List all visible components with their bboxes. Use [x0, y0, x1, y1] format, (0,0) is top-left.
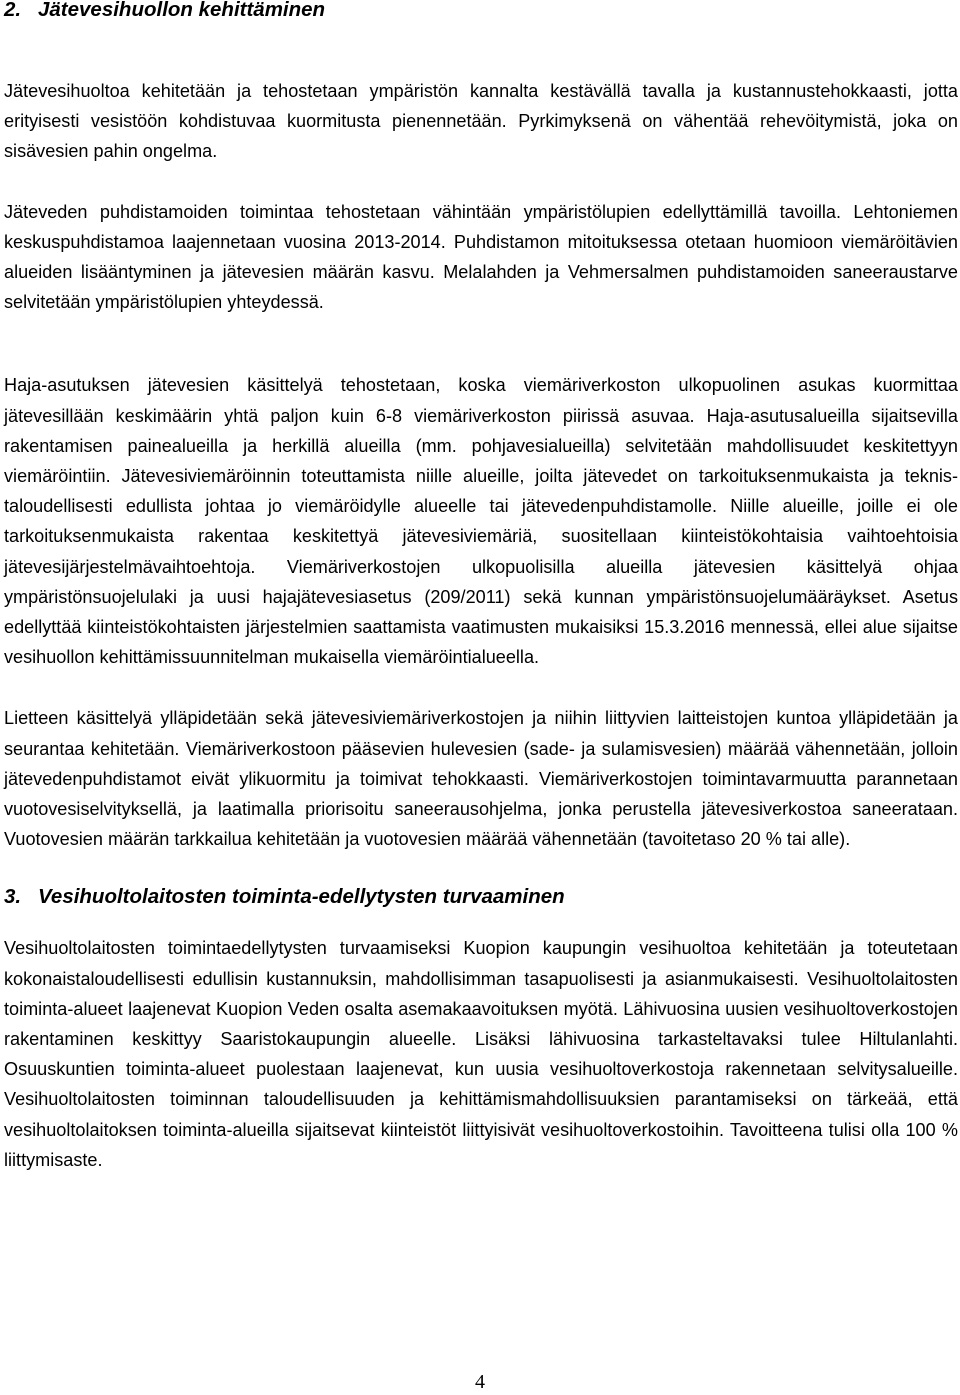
section-number: 3. — [4, 885, 22, 909]
paragraph: Jäteveden puhdistamoiden toimintaa tehostetaan vähintään ympäristölupien edellyttämillä tavoilla. Lehtoniemen keskuspuhdistamoa laajennetaan vuosina 2013-2014. Puhdistamon mitoituksessa otetaan huomioon viemäröitävien alueiden lisääntyminen ja jätevesien määrän kasvu. Melalahden ja Vehmersalmen puhdistamoiden saneeraustarve selvitetään ympäristölupien yhteydessä. — [4, 201, 958, 313]
page-number: 4 — [475, 1371, 485, 1393]
section-number: 2. — [4, 0, 22, 21]
section-title: Vesihuoltolaitosten toiminta-edellytysten turvaaminen — [38, 885, 565, 909]
page-content — [4, 0, 958, 1175]
paragraph: Lietteen käsittelyä ylläpidetään sekä jätevesiviemäriverkostojen ja niihin liittyvien laitteistojen kuntoa ylläpidetään ja seurantaa kehitetään. Viemäriverkostoon pääsevien hulevesien (sade- ja sulamisvesien) määrää vähennetään, jolloin jätevedenpuhdistamot eivät ylikuormitu ja toimivat tehokkaasti. Viemäriverkostojen toimintavarmuutta parannetaan vuotovesiselvityksellä, ja laatimalla priorisoitu saneerausohjelma, jonka perustella jätevesiverkostoa saneerataan. Vuotovesien määrän tarkkailua kehitetään ja vuotovesien määrää vähennetään (tavoitetaso 20 % tai alle). — [4, 708, 958, 850]
section-heading-3 — [4, 885, 958, 909]
paragraph: Jätevesihuoltoa kehitetään ja tehostetaan ympäristön kannalta kestävällä tavalla ja kustannustehokkaasti, jotta erityisesti vesistöön kohdistuvaa kuormitusta pienennetään. Pyrkimyksenä on vähentää rehevöitymistä, joka on sisävesien pahin ongelma. — [4, 81, 958, 162]
paragraph: Haja-asutuksen jätevesien käsittelyä tehostetaan, koska viemäriverkoston ulkopuolinen asukas kuormittaa jätevesillään keskimäärin yhtä paljon kuin 6-8 viemäriverkoston piirissä asuvaa. Haja-asutusalueilla sijaitsevilla rakentamisen painealueilla ja herkillä alueilla (mm. pohjavesialueilla) selvitetään mahdollisuudet keskitettyyn viemäröintiin. Jätevesiviemäröinnin toteuttamista niille alueille, joilta jätevedet on tarkoituksenmukaista ja teknis-taloudellisesti edullista johtaa jo viemäröidylle alueelle tai jätevedenpuhdistamolle. Niille alueille, joille ei ole tarkoituksenmukaista rakentaa keskitettyä jätevesiviemäriä, suositellaan kiinteistökohtaisia vaihtoehtoisia jätevesijärjestelmävaihtoehtoja. Viemäriverkostojen ulkopuolisilla alueilla jätevesien käsittelyä ohjaa ympäristönsuojelulaki ja uusi hajajätevesiasetus (209/2011) sekä kunnan ympäristönsuojelumääräykset. Asetus edellyttää kiinteistökohtaisten järjestelmien saattamista vaatimusten mukaisiksi 15.3.2016 mennessä, ellei alue sijaitse vesihuollon kehittämissuunnitelman mukaisella viemäröintialueella. — [4, 375, 958, 668]
paragraph: Vesihuoltolaitosten toimintaedellytysten turvaamiseksi Kuopion kaupungin vesihuoltoa kehitetään ja toteutetaan kokonaistaloudellisesti edullisin kustannuksin, mahdollisimman tasapuolisesti ja asianmukaisesti. Vesihuoltolaitosten toiminta-alueet laajenevat Kuopion Veden osalta asemakaavoituksen myötä. Lähivuosina uusien vesihuoltoverkostojen rakentaminen keskittyy Saaristokaupungin alueelle. Lisäksi lähivuosina tarkasteltavaksi tulee Hiltulanlahti. Osuuskuntien toiminta-alueet puolestaan laajenevat, kun uusia vesihuoltoverkostoja rakennetaan selvitysalueille. Vesihuoltolaitosten toiminnan taloudellisuuden ja kehittämismahdollisuuksien parantamiseksi on tärkeää, että vesihuoltolaitoksen toiminta-alueilla sijaitsevat kiinteistöt liittyisivät vesihuoltoverkostoihin. Tavoitteena tulisi olla 100 % liittymisaste. — [4, 938, 958, 1170]
section-heading-2 — [4, 0, 958, 22]
section-title: Jätevesihuollon kehittäminen — [38, 0, 326, 21]
